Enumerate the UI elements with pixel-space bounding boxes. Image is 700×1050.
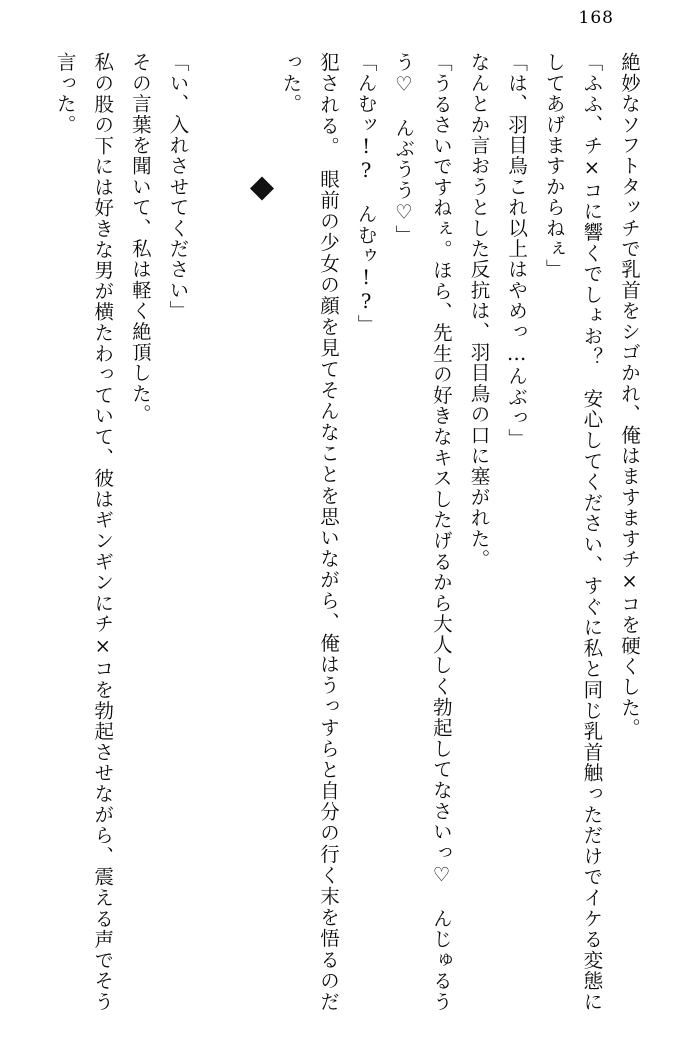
text-column: 犯される。 眼前の少女の顔を見てそんなことを思いながら、俺はうっすらと自分の行く末を悟るのだった。 [279,52,340,1012]
text-column: 私の股の下には好きな男が横たわっていて、彼はギンギンにチ×コを勃起させながら、震える声でそう言った。 [53,52,115,1012]
column-spacer [210,52,221,1012]
diamond-ornament-icon [250,176,274,200]
section-separator [252,52,272,1012]
text-column: 「うるさいですねぇ。ほら、先生の好きなキスしたげるから大人しく勃起してなさいっ♡ んじゅるうう♡ んぶうう♡」 [392,52,453,1012]
page-number: 168 [578,8,614,28]
text-column: 「は、羽目鳥これ以上はやめっ…んぶっ」 [505,52,529,449]
text-column: なんとか言おうとした反抗は、羽目鳥の口に塞がれた。 [467,52,491,570]
vertical-body-text [34,52,648,1012]
text-column: その言葉を聞いて、私は軽く絶頂した。 [128,52,152,425]
text-column: 「い、入れさせてください」 [166,52,190,322]
text-column: 「んむッ!? んむゥ!?」 [354,52,378,336]
text-column: 「ふふ、チ×コに響くでしょお？ 安心してください、すぐに私と同じ乳首触っただけでイケる変態にしてあげますからねぇ」 [542,52,604,1012]
text-column: 絶妙なソフトタッチで乳首をシゴかれ、俺はますますチ×コを硬くした。 [618,52,641,739]
